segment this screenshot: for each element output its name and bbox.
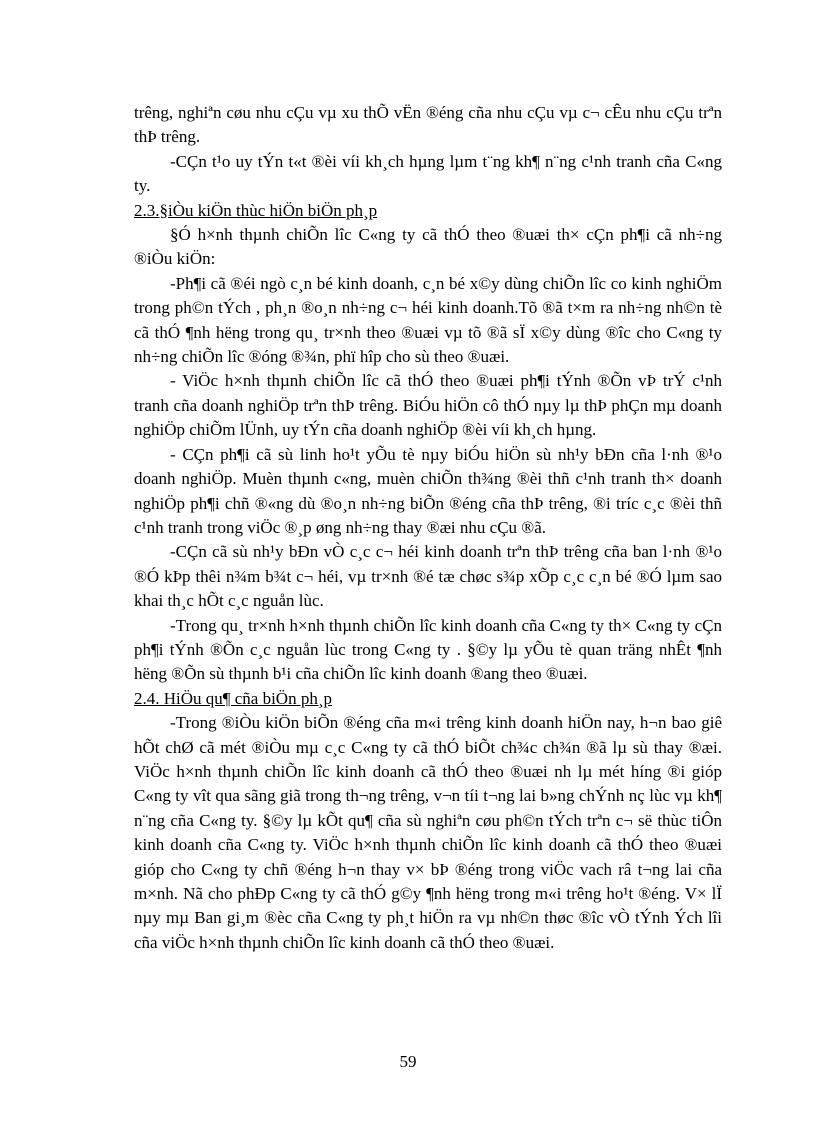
paragraph-condition-competitive-position: - ViÖc h×nh thµnh chiÕn lîc cã thÓ theo ®uæi ph¶i tÝnh ®Õn vÞ trÝ c¹nh tranh cña doanh nghiÖp trªn thÞ trêng. BiÓu hiÖn cô thÓ nµy lµ thÞ phÇn mµ doanh nghiÖp chiÕm lÜnh, uy tÝn cña doanh nghiÖp ®èi víi kh¸ch hµng. — [134, 371, 722, 440]
paragraph-condition-resources: -Trong qu¸ tr×nh h×nh thµnh chiÕn lîc kinh doanh cña C«ng ty th× C«ng ty cÇn ph¶i tÝnh ®Õn c¸c nguån lùc trong C«ng ty . §©y lµ yÕu tè quan träng nhÊt ¶nh hëng ®Õn sù thµnh b¹i cña chiÕn lîc kinh doanh ®ang theo ®uæi. — [134, 615, 722, 684]
paragraph-effectiveness: -Trong ®iÒu kiÖn biÕn ®éng cña m«i trêng kinh doanh hiÖn nay, h¬n bao giê hÕt chØ cã mét ®iÒu mµ c¸c C«ng ty cã thÓ biÕt ch¾c ch¾n ®ã lµ sù thay ®æi. ViÖc h×nh thµnh chiÕn lîc kinh doanh cã thÓ theo ®uæi nh lµ mét híng ®i gióp C«ng ty vît qua sãng giã trong th¬ng trêng, v¬n tíi t¬ng lai b»ng chÝnh nç lùc vµ kh¶ n¨ng cña C«ng ty. §©y lµ kÕt qu¶ cña sù nghiªn cøu ph©n tÝch trªn c¬ së thùc tiÔn kinh doanh cña C«ng ty. ViÖc h×nh thµnh chiÕn lîc kinh doanh cã thÓ theo ®uæi gióp cho C«ng ty chñ ®éng h¬n thay v× bÞ ®éng trong viÖc vach râ t¬ng lai cña m×nh. Nã cho phÐp C«ng ty cã thÓ g©y ¶nh hëng trong m«i trêng ho¹t ®éng. V× lÏ nµy mµ Ban gi¸m ®èc cña C«ng ty ph¸t hiÖn ra vµ nh©n thøc ®îc vÒ tÝnh Ých lîi cña viÖc h×nh thµnh chiÕn lîc kinh doanh cã thÓ theo ®uæi. — [134, 713, 722, 952]
section-heading-2-4: 2.4. HiÖu qu¶ cña biÖn ph¸p — [134, 688, 332, 708]
page-body — [134, 101, 722, 955]
paragraph-conditions-intro: §Ó h×nh thµnh chiÕn lîc C«ng ty cã thÓ theo ®uæi th× cÇn ph¶i cã nh÷ng ®iÒu kiÖn: — [134, 225, 722, 269]
paragraph-condition-flexibility: - CÇn ph¶i cã sù linh ho¹t yÕu tè nµy biÓu hiÖn sù nh¹y bÐn cña l·nh ®¹o doanh nghiÖp. Muèn thµnh c«ng, muèn chiÕn th¾ng ®èi thñ c¹nh tranh th× doanh nghiÖp ph¶i chñ ®«ng dù ®o¸n nh÷ng biÕn ®éng cña thÞ trêng, ®i tríc c¸c ®èi thñ c¹nh tranh trong viÖc ®¸p øng nh÷ng thay ®æi nhu cÇu ®ã. — [134, 444, 722, 537]
paragraph-condition-opportunities: -CÇn cã sù nh¹y bÐn vÒ c¸c c¬ héi kinh doanh trªn thÞ trêng cña ban l·nh ®¹o ®Ó kÞp thêi n¾m b¾t c¬ héi, vµ tr×nh ®é tæ chøc s¾p xÕp c¸c c¸n bé ®Ó lµm sao khai th¸c hÕt c¸c nguån lùc. — [134, 542, 722, 611]
paragraph-condition-staff: -Ph¶i cã ®éi ngò c¸n bé kinh doanh, c¸n bé x©y dùng chiÕn lîc co kinh nghiÖm trong ph©n tÝch , ph¸n ®o¸n nh÷ng c¬ héi kinh doanh.Tõ ®ã t×m ra nh÷ng nh©n tè cã thÓ ¶nh hëng trong qu¸ tr×nh theo ®uæi vµ tõ ®ã sÏ x©y dùng ®îc cho C«ng ty nh÷ng chiÕn lîc ®óng ®¾n, phï hîp cho sù theo ®uæi. — [134, 273, 722, 367]
section-heading-2-3: 2.3.§iÒu kiÖn thùc hiÖn biÖn ph¸p — [134, 200, 378, 220]
paragraph-continuation: trêng, nghiªn cøu nhu cÇu vµ xu thÕ vËn ®éng cña nhu cÇu vµ c¬ cÊu nhu cÇu trªn thÞ trêng. — [134, 103, 722, 147]
paragraph-reputation: -CÇn t¹o uy tÝn t«t ®èi víi kh¸ch hµng lµm t¨ng kh¶ n¨ng c¹nh tranh cña C«ng ty. — [134, 151, 722, 196]
page-number: 59 — [399, 1052, 417, 1071]
